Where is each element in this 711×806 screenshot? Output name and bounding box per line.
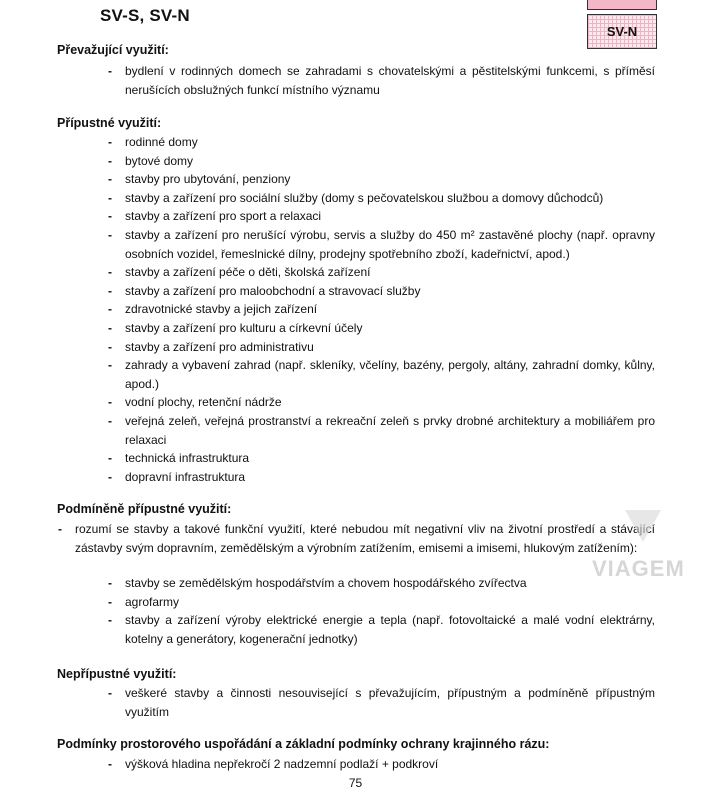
list-pripustne (125, 133, 655, 486)
list-item: - stavby a zařízení pro administrativu (125, 338, 655, 357)
watermark: VIAGEM (592, 556, 685, 581)
legend-swatch-sv-s (587, 0, 657, 10)
list-item: - bytové domy (125, 152, 655, 171)
list-nepripustne (125, 684, 655, 721)
heading-podminky: Podmínky prostorového uspořádání a základní podmínky ochrany krajinného rázu: (57, 737, 550, 751)
list-podminene-intro (75, 520, 655, 557)
list-item: - vodní plochy, retenční nádrže (125, 393, 655, 412)
heading-pripustne: Přípustné využití: (57, 116, 162, 130)
legend-swatch-sv-n (587, 14, 657, 49)
list-prevazujici (125, 62, 655, 99)
list-item: - bydlení v rodinných domech se zahradami s chovatelskými a pěstitelskými funkcemi, s příměsí nerušících obslužných funkcí místního významu (125, 62, 655, 99)
list-item: - stavby pro ubytování, penziony (125, 170, 655, 189)
list-item: - agrofarmy (125, 593, 655, 612)
list-item: - stavby a zařízení pro sociální služby (domy s pečovatelskou službou a domovy důchodců) (125, 189, 655, 208)
list-item: - stavby a zařízení pro sport a relaxaci (125, 207, 655, 226)
watermark-logo-icon (625, 510, 661, 542)
page-title: SV-S, SV-N (100, 6, 190, 25)
list-item: - stavby a zařízení výroby elektrické energie a tepla (např. fotovoltaické a malé vodní elektrárny, kotelny a generátory, kogenerační jednotky) (125, 611, 655, 648)
list-item: - rodinné domy (125, 133, 655, 152)
list-item: - dopravní infrastruktura (125, 468, 655, 487)
list-item: - stavby se zemědělským hospodářstvím a chovem hospodářského zvířectva (125, 574, 655, 593)
list-item: - veškeré stavby a činnosti nesouvisející s převažujícím, přípustným a podmíněně přípustným využitím (125, 684, 655, 721)
heading-nepripustne: Nepřípustné využití: (57, 667, 177, 681)
list-item: - veřejná zeleň, veřejná prostranství a rekreační zeleň s prvky drobné architektury a mobiliářem pro relaxaci (125, 412, 655, 449)
list-item: - stavby a zařízení pro kulturu a církevní účely (125, 319, 655, 338)
list-item: - stavby a zařízení péče o děti, školská zařízení (125, 263, 655, 282)
page-number: 75 (348, 776, 363, 790)
list-item: - zahrady a vybavení zahrad (např. skleníky, včelíny, bazény, pergoly, altány, zahradní domky, kůlny, apod.) (125, 356, 655, 393)
list-item: - technická infrastruktura (125, 449, 655, 468)
heading-prevazujici: Převažující využití: (57, 43, 169, 57)
list-item: - stavby a zařízení pro maloobchodní a stravovací služby (125, 282, 655, 301)
list-item: - výšková hladina nepřekročí 2 nadzemní podlaží + podkroví (125, 755, 655, 774)
legend-label: SV-N (606, 24, 638, 39)
list-podminky (125, 755, 655, 774)
list-item: - zdravotnické stavby a jejich zařízení (125, 300, 655, 319)
list-item: - stavby a zařízení pro nerušící výrobu, servis a služby do 450 m² zastavěné plochy (např. opravny osobních vozidel, řemeslnické dílny, prodejny spotřebního zboží, kadeřnictví, apod.) (125, 226, 655, 263)
list-podminene (125, 574, 655, 648)
list-item: - rozumí se stavby a takové funkční využití, které nebudou mít negativní vliv na životní prostředí a stávající zástavby svým dopravním, zemědělským a výrobním zatížením, emisemi a imisemi, hlukovým zatížením): (75, 520, 655, 557)
heading-podminene: Podmíněně přípustné využití: (57, 502, 232, 516)
